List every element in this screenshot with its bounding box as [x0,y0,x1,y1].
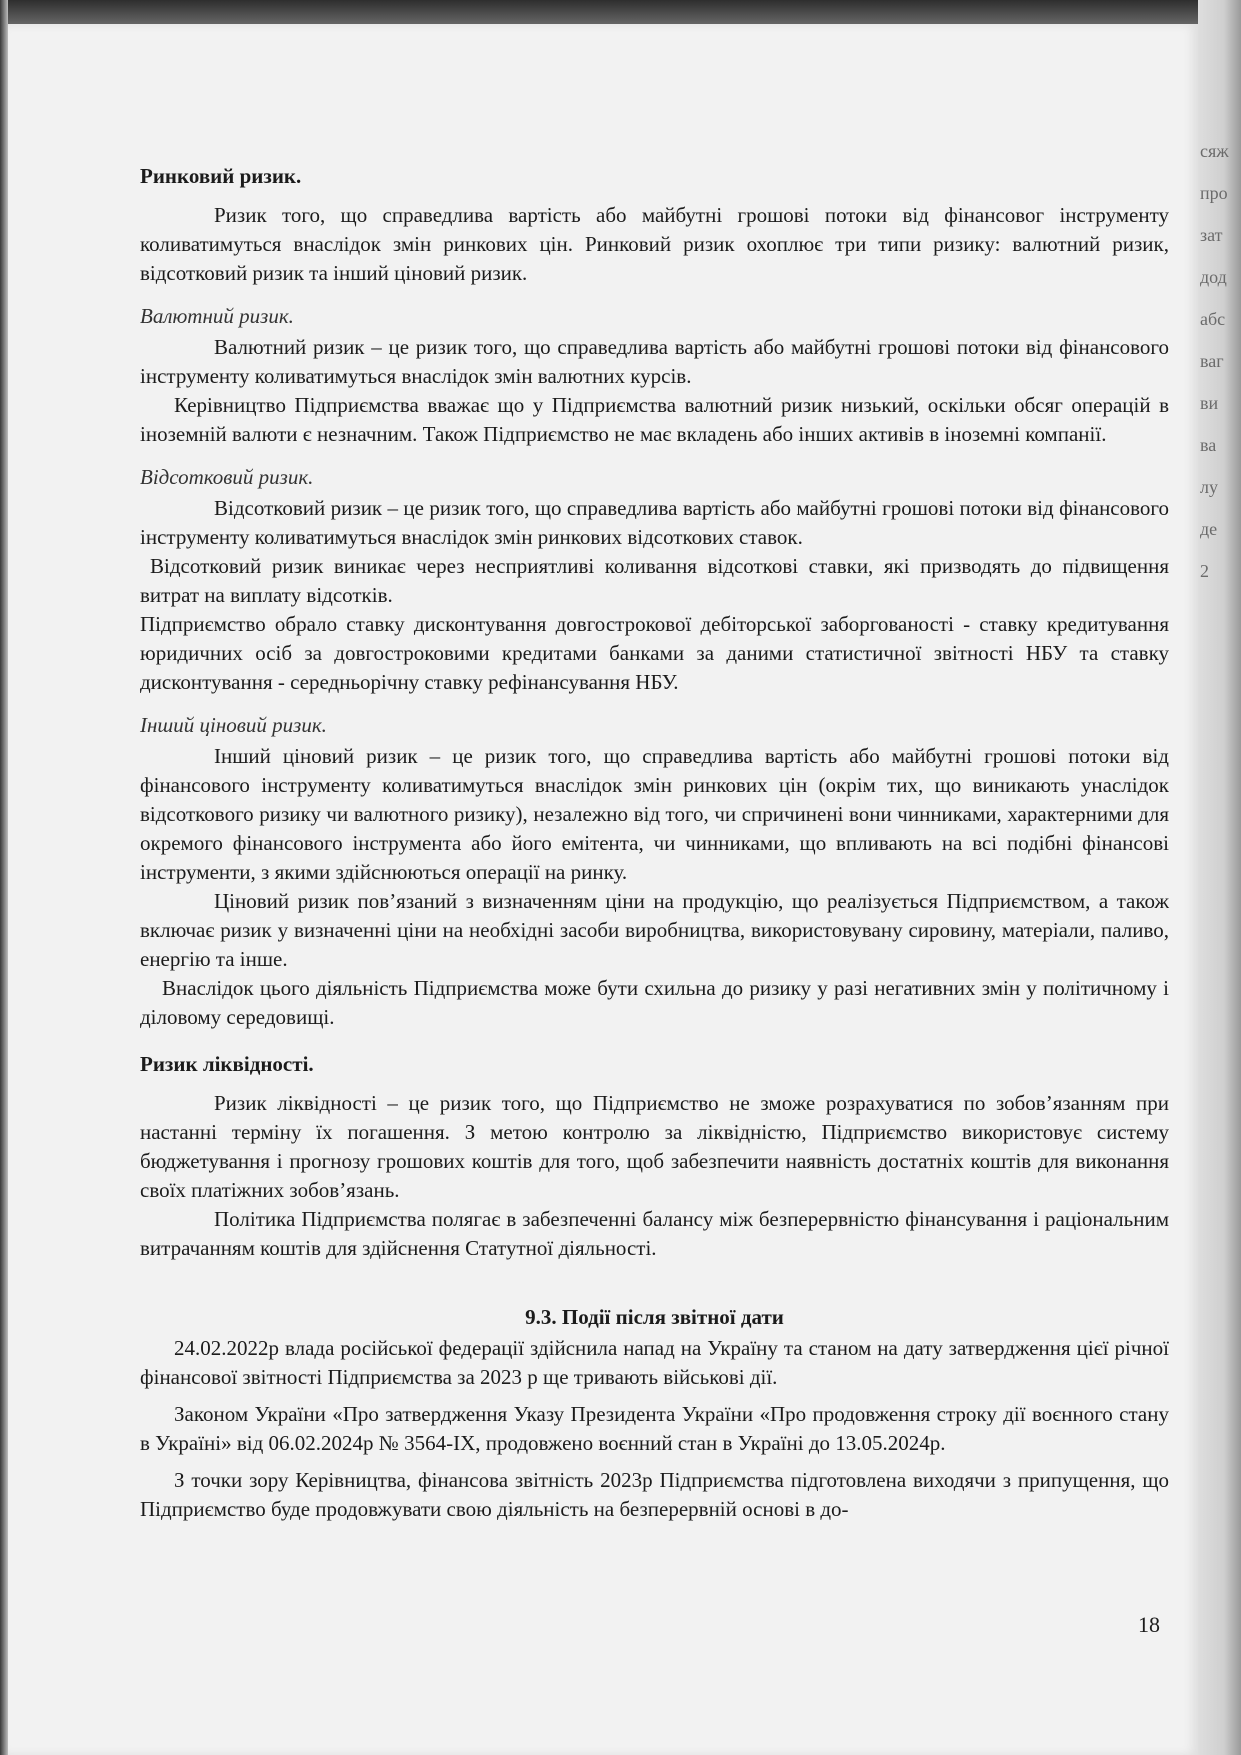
paragraph: Відсотковий ризик – це ризик того, що справедлива вартість або майбутні грошові потоки від фінансового інструменту коливатимуться внаслідок змін ринкових відсоткових ставок. [140,496,1169,549]
spacer [140,1458,1169,1466]
adjacent-fragment: де [1200,519,1218,539]
paragraph: Інший ціновий ризик – це ризик того, що справедлива вартість або майбутні грошові потоки від фінансового інструменту коливатимуться внаслідок змін ринкових цін (окрім тих, що виникають унаслідок відсоткового ризику чи валютного ризику), незалежно від того, чи спричинені вони чинниками, характерними для окремого фінансового інструмента або його емітента, чи чинниками, що впливають на всі подібні фінансові інструменти, з якими здійснюються операції на ринку. [140,744,1169,884]
adjacent-fragment: 2 [1200,561,1209,581]
adjacent-fragment: лу [1200,477,1218,497]
adjacent-fragment: про [1200,183,1228,203]
paragraph: 24.02.2022р влада російської федерації здійснила напад на Україну та станом на дату затвердження цієї річної фінансової звітності Підприємства за 2023 р ще тривають військові дії. [140,1336,1169,1389]
paragraph: Ціновий ризик пов’язаний з визначенням ціни на продукцію, що реалізується Підприємством, а також включає ризик у визначенні ціни на необхідні засоби виробництва, використовувану сировину, матеріали, паливо, енергію та інше. [140,889,1169,971]
paragraph: Валютний ризик – це ризик того, що справедлива вартість або майбутні грошові потоки від фінансового інструменту коливатимуться внаслідок змін валютних курсів. [140,335,1169,388]
subheading-currency-risk: Валютний ризик. [140,304,294,328]
adjacent-fragment: дод [1200,267,1227,287]
subheading-other-price-risk: Інший ціновий ризик. [140,713,327,737]
adjacent-fragment: абс [1200,309,1226,329]
subheading-interest-risk: Відсотковий ризик. [140,465,314,489]
section-heading-liquidity-risk: Ризик ліквідності. [140,1052,314,1076]
adjacent-fragment: ваг [1200,351,1224,371]
paragraph: Політика Підприємства полягає в забезпеченні балансу між безперервністю фінансування і раціональним витрачанням коштів для здійснення Статутної діяльності. [140,1207,1169,1260]
paragraph: Підприємство обрало ставку дисконтування довгострокової дебіторської заборгованості - ставку кредитування юридичних осіб за довгостроковими кредитами банками за даними статистичної звітності НБУ та ставку дисконтування - середньорічну ставку рефінансування НБУ. [140,612,1169,694]
paragraph: Керівництво Підприємства вважає що у Підприємства валютний ризик низький, оскільки обсяг операцій в іноземній валюти є незначним. Також Підприємство не має вкладень або інших активів в іноземні компанії. [140,393,1169,446]
paragraph: Законом України «Про затвердження Указу Президента України «Про продовження строку дії воєнного стану в Україні» від 06.02.2024р № 3564-IX, продовжено воєнний стан в Україні до 13.05.2024р. [140,1402,1169,1455]
page-number: 18 [1138,1612,1160,1637]
paragraph: Ризик ліквідності – це ризик того, що Підприємство не зможе розрахуватися по зобов’язанням при настанні терміну їх погашення. З метою контролю за ліквідністю, Підприємство використовує систему бюджетування і прогнозу грошових коштів для того, щоб забезпечити наявність достатніх коштів для виконання своїх платіжних зобов’язань. [140,1091,1169,1202]
scan-left-edge [0,0,8,1755]
adjacent-page-text [1200,140,1241,602]
section-heading-market-risk: Ринковий ризик. [140,164,302,188]
adjacent-fragment: ви [1200,393,1219,413]
paragraph: Відсотковий ризик виникає через несприятливі коливання відсоткові ставки, які призводять до підвищення витрат на виплату відсотків. [140,554,1169,607]
adjacent-fragment: зат [1200,225,1223,245]
document-body [140,162,1169,1524]
adjacent-fragment: ва [1200,435,1217,455]
paragraph: Внаслідок цього діяльність Підприємства може бути схильна до ризику у разі негативних змін у політичному і діловому середовищі. [140,976,1169,1029]
section-title-subsequent-events: 9.3. Події після звітної дати [525,1305,784,1329]
paragraph: З точки зору Керівництва, фінансова звітність 2023р Підприємства підготовлена виходячи з припущення, що Підприємство буде продовжувати свою діяльність на безперервній основі в до- [140,1468,1169,1521]
adjacent-fragment: сяж [1200,141,1229,161]
scan-top-edge [0,0,1241,26]
paragraph: Ризик того, що справедлива вартість або майбутні грошові потоки від фінансовог інструменту коливатимуться внаслідок змін ринкових цін. Ринковий ризик охоплює три типи ризику: валютний ризик, відсотковий ризик та інший ціновий ризик. [140,203,1169,285]
spacer [140,1392,1169,1400]
